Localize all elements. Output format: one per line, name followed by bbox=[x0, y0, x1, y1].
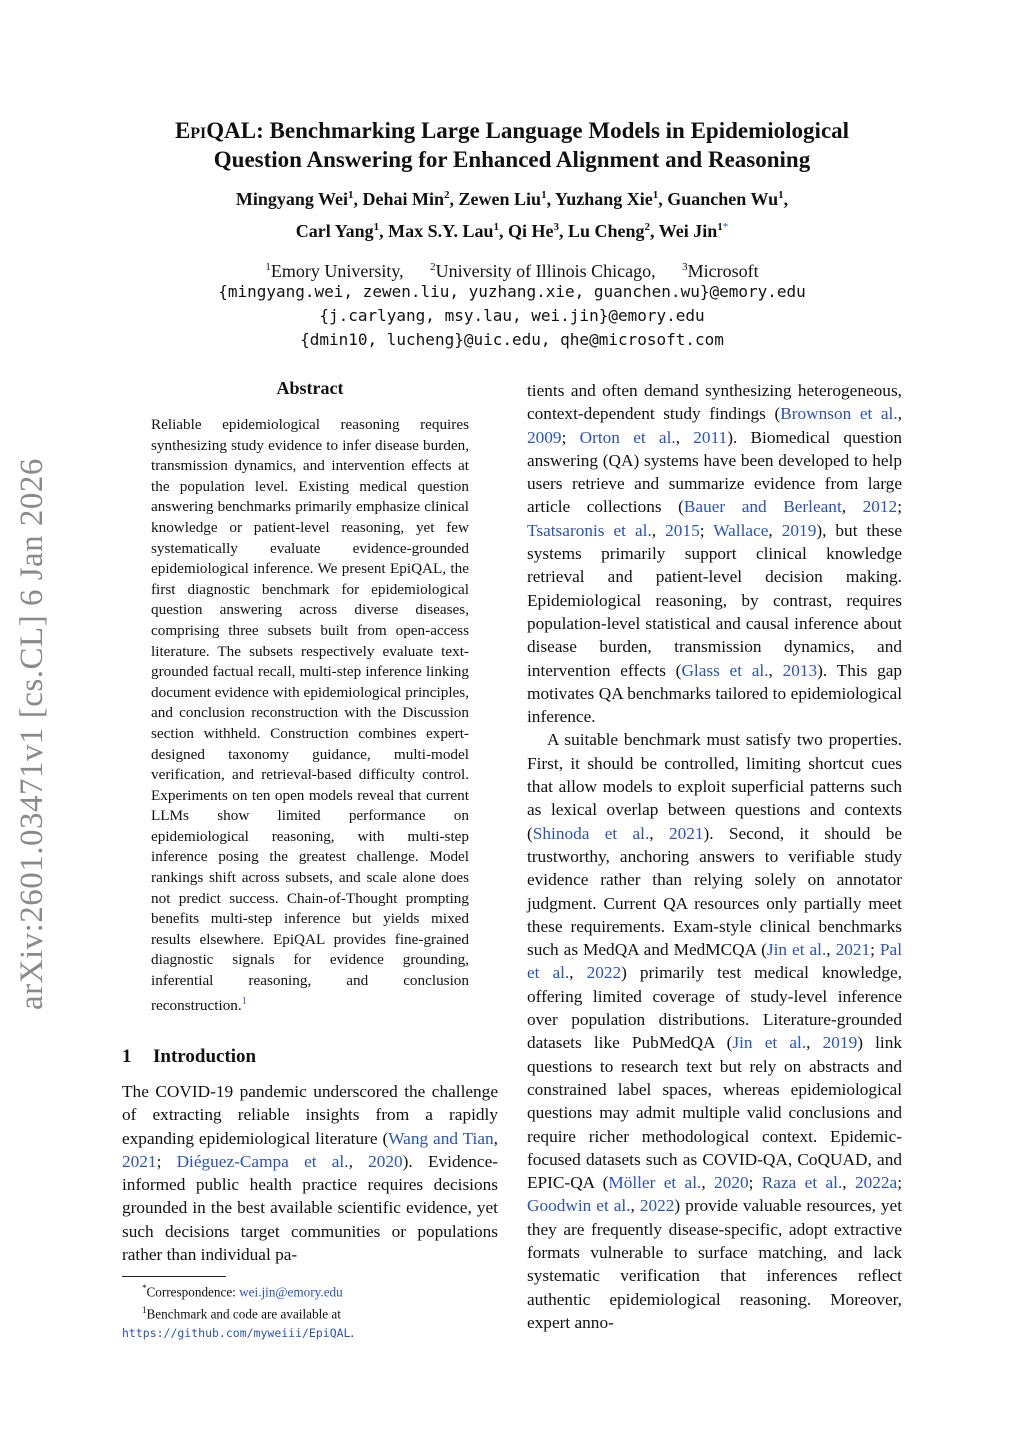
github-link[interactable]: https://github.com/myweiii/EpiQAL bbox=[122, 1325, 351, 1340]
author: Mingyang Wei bbox=[235, 189, 349, 209]
author: Wei Jin bbox=[658, 221, 718, 241]
text: ). Second, it should be trustworthy, anchoring answers to verifiable study evidence rather than relying solely on annotator judgment. Current QA resources only partially meet these requirements. Exam-style clinical benchmarks such as MedQA and MedMCQA ( bbox=[527, 823, 902, 960]
title-line2: Question Answering for Enhanced Alignment and Reasoning bbox=[213, 147, 811, 172]
text: ). This gap motivates QA benchmarks tailored to epidemiological inference. bbox=[527, 660, 903, 727]
author-affil-mark: 2 bbox=[444, 189, 450, 201]
text: A suitable benchmark must satisfy two properties. First, it should be controlled, limiting shortcut cues that allow models to exploit superficial patterns such as lexical overlap between questions and contexts ( bbox=[527, 730, 902, 843]
text: . bbox=[350, 1324, 354, 1340]
citation-link[interactable]: Brownson et al. bbox=[780, 404, 898, 424]
email-line: {j.carlyang, msy.lau, wei.jin}@emory.edu bbox=[319, 306, 705, 325]
citation-year-link[interactable]: 2021 bbox=[668, 823, 704, 843]
citation-year-link[interactable]: 2011 bbox=[693, 427, 728, 447]
paragraph: tients and often demand synthesizing heterogeneous, context-dependent study findings (Brownson et al., 2009; Orton et al., 2011). Biomedical question answering (QA) systems have been developed to help users retrieve and summarize evidence from large article collections (Bauer and Berleant, 2012; Tsatsaronis et al., 2015; Wallace, 2019), but these systems primarily support clinical knowledge retrieval and patient-level decision making. Epidemiological reasoning, by contrast, requires population-level statistical and causal inference about disease burden, transmission dynamics, and intervention effects (Glass et al., 2013). This gap motivates QA benchmarks tailored to epidemiological inference. bbox=[527, 381, 903, 727]
abstract-body bbox=[151, 415, 469, 1016]
abstract-heading: Abstract bbox=[276, 378, 344, 398]
intro-paragraph: The COVID-19 pandemic underscored the challenge of extracting reliable insights from a rapidly expanding epidemiological literature (Wang and Tian, 2021; Diéguez-Campa et al., 2020). Evidence-informed public health practice requires decisions grounded in the best available scientific evidence, yet such decisions target communities or populations rather than individual pa- bbox=[122, 1082, 499, 1265]
author-affil-mark: 1 bbox=[778, 189, 784, 201]
text: ) link questions to research text but rely on abstracts and constrained label spaces, whereas epidemiological questions may admit multiple valid conclusions and require richer methodological context. Epidemic-focused datasets such as COVID-QA, CoQUAD, and EPIC-QA ( bbox=[527, 1033, 902, 1193]
text: ) provide valuable resources, yet they are frequently disease-specific, adopt extractive formats vulnerable to surface matching, and lack systematic verification that inferences reflect authentic epidemiological reasoning. Moreover, expert anno- bbox=[527, 1196, 903, 1332]
citation-link[interactable]: Pal et al. bbox=[527, 940, 903, 983]
citation-year-link[interactable]: 2012 bbox=[862, 497, 898, 517]
paragraph: A suitable benchmark must satisfy two properties. First, it should be controlled, limiting shortcut cues that allow models to exploit superficial patterns such as lexical overlap between questions and contexts (Shinoda et al., 2021). Second, it should be trustworthy, anchoring answers to verifiable study evidence rather than relying solely on annotator judgment. Current QA resources only partially meet these requirements. Exam-style clinical benchmarks such as MedQA and MedMCQA (Jin et al., 2021; Pal et al., 2022) primarily test medical knowledge, offering limited coverage of study-level inference over population distributions. Literature-grounded datasets like PubMedQA (Jin et al., 2019) link questions to research text but rely on abstracts and constrained label spaces, whereas epidemiological questions may admit multiple valid conclusions and require richer methodological context. Epidemic-focused datasets such as COVID-QA, CoQUAD, and EPIC-QA (Möller et al., 2020; Raza et al., 2022a; Goodwin et al., 2022) provide valuable resources, yet they are frequently disease-specific, adopt extractive formats vulnerable to surface matching, and lack systematic verification that inferences reflect authentic epidemiological reasoning. Moreover, expert anno- bbox=[527, 730, 903, 1332]
author-affil-mark: 1 bbox=[348, 189, 354, 201]
footnote-1 bbox=[122, 1301, 502, 1341]
citation-link[interactable]: Shinoda et al. bbox=[532, 823, 650, 843]
affil-mark: 3 bbox=[682, 261, 688, 273]
author-affil-mark: 1 bbox=[493, 221, 499, 233]
footnote-mark: 1 bbox=[142, 1305, 147, 1316]
footnote-mark: * bbox=[142, 1283, 147, 1293]
corresponding-star[interactable]: * bbox=[722, 221, 729, 233]
email-line: {mingyang.wei, zewen.liu, yuzhang.xie, guanchen.wu}@emory.edu bbox=[218, 282, 806, 301]
author: Max S.Y. Lau bbox=[388, 221, 494, 241]
paper-title bbox=[100, 116, 924, 174]
text: tients and often demand synthesizing heterogeneous, context-dependent study findings ( bbox=[527, 381, 902, 424]
citation-year-link[interactable]: 2015 bbox=[665, 520, 700, 540]
author-affil-mark: 3 bbox=[553, 221, 559, 233]
footnote-correspondence bbox=[122, 1279, 502, 1301]
section-title: Introduction bbox=[153, 1046, 257, 1067]
citation-year-link[interactable]: 2019 bbox=[781, 520, 817, 540]
text: The COVID-19 pandemic underscored the challenge of extracting reliable insights from a rapidly expanding epidemiological literature ( bbox=[122, 1082, 498, 1148]
author-affil-mark: 1 bbox=[652, 189, 659, 201]
citation-year-link[interactable]: 2022 bbox=[586, 963, 622, 983]
footnote-divider bbox=[122, 1276, 226, 1277]
footnote-ref[interactable]: 1 bbox=[241, 995, 247, 1007]
author: Lu Cheng bbox=[567, 221, 645, 241]
citation-year-link[interactable]: 2022 bbox=[639, 1196, 675, 1216]
citation-link[interactable]: Wang and Tian bbox=[388, 1128, 494, 1148]
citation-year-link[interactable]: 2009 bbox=[527, 427, 562, 447]
citation-year-link[interactable]: 2021 bbox=[122, 1151, 157, 1171]
author: Yuzhang Xie bbox=[554, 189, 653, 209]
affiliation: Emory University, bbox=[270, 261, 404, 281]
text: ). Biomedical question answering (QA) systems have been developed to help users retrieve and summarize evidence from large article collections ( bbox=[527, 427, 902, 517]
title-benchmark-name: EpiQAL bbox=[174, 118, 257, 143]
author: Zewen Liu bbox=[458, 189, 542, 209]
citation-link[interactable]: Möller et al. bbox=[608, 1173, 702, 1193]
text: Correspondence: bbox=[146, 1284, 240, 1300]
author: Guanchen Wu bbox=[667, 189, 779, 209]
affiliation: Microsoft bbox=[687, 261, 759, 281]
abstract-text: Reliable epidemiological reasoning requires synthesizing study evidence to infer disease burden, transmission dynamics, and intervention effects at the population level. Existing medical question answering benchmarks primarily emphasize clinical knowledge or patient-level reasoning, yet few systematically evaluate evidence-grounded epidemiological inference. We present EpiQAL, the first diagnostic benchmark for epidemiological question answering across diverse diseases, comprising three subsets built from open-access literature. The subsets respectively evaluate text-grounded factual recall, multi-step inference linking document evidence with epidemiological principles, and conclusion reconstruction with the Discussion section withheld. Construction combines expert-designed taxonomy guidance, multi-model verification, and retrieval-based difficulty control. Experiments on ten open models reveal that current LLMs show limited performance on epidemiological reasoning, with multi-step inference posing the greatest challenge. Model rankings shift across subsets, and scale alone does not predict success. Chain-of-Thought prompting benefits multi-step inference but yields mixed results elsewhere. EpiQAL provides fine-grained diagnostic signals for evidence grounding, inferential reasoning, and conclusion reconstruction. bbox=[151, 416, 469, 1014]
arxiv-side-stamp: arXiv:2601.03471v1 [cs.CL] 6 Jan 2026 bbox=[14, 458, 50, 1010]
citation-link[interactable]: Orton et al. bbox=[579, 427, 676, 447]
citation-year-link[interactable]: 2022a bbox=[854, 1173, 898, 1193]
citation-year-link[interactable]: 2019 bbox=[822, 1033, 858, 1053]
author-affil-mark: 2 bbox=[644, 221, 651, 233]
citation-link[interactable]: Glass et al. bbox=[681, 660, 769, 680]
section-number: 1 bbox=[122, 1046, 132, 1067]
author: Carl Yang bbox=[295, 221, 374, 241]
author: Dehai Min bbox=[362, 189, 445, 209]
citation-link[interactable]: Jin et al. bbox=[766, 940, 827, 960]
text: Benchmark and code are available at bbox=[146, 1306, 341, 1322]
author-affil-mark: 1 bbox=[717, 221, 723, 233]
text: ), but these systems primarily support clinical knowledge retrieval and patient-level decision making. Epidemiological reasoning, by contrast, requires population-level statistical and causal inference about disease burden, transmission dynamics, and intervention effects ( bbox=[527, 520, 903, 680]
citation-link[interactable]: Wallace bbox=[713, 520, 769, 540]
author: Qi He bbox=[507, 221, 554, 241]
correspondence-email-link[interactable]: wei.jin@emory.edu bbox=[239, 1284, 343, 1300]
citation-link[interactable]: Goodwin et al. bbox=[527, 1196, 631, 1216]
citation-year-link[interactable]: 2021 bbox=[835, 940, 871, 960]
right-column bbox=[527, 379, 902, 1334]
citation-link[interactable]: Bauer and Berleant bbox=[683, 497, 842, 517]
section-heading bbox=[122, 1046, 256, 1068]
text: ). Evidence-informed public health practice requires decisions grounded in the best available scientific evidence, yet such decisions target communities or populations rather than individual pa- bbox=[122, 1151, 499, 1265]
citation-link[interactable]: Raza et al. bbox=[761, 1173, 843, 1193]
author-affil-mark: 1 bbox=[373, 221, 380, 233]
email-line: {dmin10, lucheng}@uic.edu, qhe@microsoft.com bbox=[300, 330, 724, 349]
citation-year-link[interactable]: 2020 bbox=[368, 1151, 403, 1171]
title-line1: : Benchmarking Large Language Models in Epidemiological bbox=[256, 118, 850, 143]
affiliations bbox=[100, 255, 924, 283]
author-affil-mark: 1 bbox=[541, 189, 547, 201]
citation-year-link[interactable]: 2013 bbox=[782, 660, 818, 680]
citation-link[interactable]: Tsatsaronis et al. bbox=[527, 520, 652, 540]
affiliation: University of Illinois Chicago, bbox=[435, 261, 656, 281]
citation-year-link[interactable]: 2020 bbox=[714, 1173, 749, 1193]
affil-mark: 1 bbox=[265, 261, 271, 273]
citation-link[interactable]: Diéguez-Campa et al. bbox=[176, 1151, 349, 1171]
author-list: Mingyang Wei$^1$, Dehai Min$^2$, Zewen Liu$^1$, Yuzhang Xie$^1$, Guanchen Wu$^1$, Carl Yang$^1$, Max S.Y. Lau$^1$, Qi He$^3$, Lu Cheng$^2$, Wei Jin$^{1*}$ bbox=[235, 189, 789, 241]
affil-mark: 2 bbox=[430, 261, 436, 273]
footnotes bbox=[122, 1279, 502, 1342]
text: ) primarily test medical knowledge, offering limited coverage of study-level inference over population distributions. Literature-grounded datasets like PubMedQA ( bbox=[527, 963, 902, 1053]
citation-link[interactable]: Jin et al. bbox=[732, 1033, 807, 1053]
